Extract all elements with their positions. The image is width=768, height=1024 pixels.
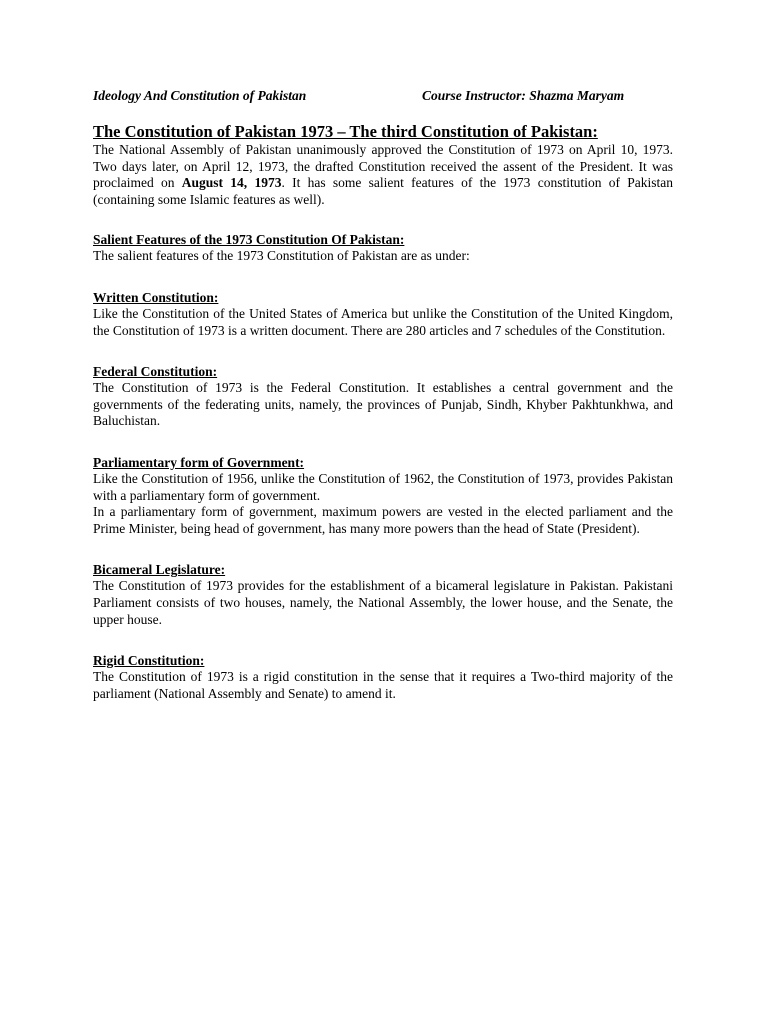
document-content [93,88,673,702]
course-name: Ideology And Constitution of Pakistan [93,88,307,103]
section-heading-federal: Federal Constitution: [93,364,218,380]
salient-features-heading: Salient Features of the 1973 Constitution Of Pakistan: [93,232,405,248]
section-heading-written: Written Constitution: [93,289,219,305]
intro-text-end: . It has some salient features of the 1973 constitution of Pakistan (containing some Islamic features as well). [93,175,673,207]
course-instructor: Course Instructor: Shazma Maryam [422,88,625,103]
section-paragraph-written: Like the Constitution of the United States of America but unlike the Constitution of the United Kingdom, the Constitution of 1973 is a written document. There are 280 articles and 7 schedules of the Constitution. [93,305,673,338]
salient-features-intro: The salient features of the 1973 Constitution of Pakistan are as under: [93,248,470,264]
proclamation-date: August 14, 1973 [181,175,282,191]
section-paragraph-rigid: The Constitution of 1973 is a rigid constitution in the sense that it requires a Two-third majority of the parliament (National Assembly and Senate) to amend it. [93,669,673,701]
intro-paragraph [93,142,673,208]
section-paragraph-parliamentary-2: In a parliamentary form of government, maximum powers are vested in the elected parliament and the Prime Minister, being head of government, has many more powers than the head of State (President). [93,504,673,536]
document-title: The Constitution of Pakistan 1973 – The third Constitution of Pakistan: [93,122,598,141]
section-heading-parliamentary: Parliamentary form of Government: [93,454,305,470]
page-header [93,88,673,106]
section-paragraph-bicameral: The Constitution of 1973 provides for the establishment of a bicameral legislature in Pakistan. Pakistani Parliament consists of two houses, namely, the National Assembly, the lower house, and the Senate, the upper house. [93,578,673,627]
intro-text-start: The National Assembly of Pakistan unanimously approved the Constitution of 1973 on April 10, 1973. Two days later, on April 12, 1973, the drafted Constitution received the assent of the President. It was proclaimed on [93,142,673,191]
section-paragraph-parliamentary: Like the Constitution of 1956, unlike the Constitution of 1962, the Constitution of 1973, provides Pakistan with a parliamentary form of government. [93,470,673,503]
section-paragraph-federal: The Constitution of 1973 is the Federal Constitution. It establishes a central government and the governments of the federating units, namely, the provinces of Punjab, Sindh, Khyber Pakhtunkhwa, and Baluchistan. [93,380,673,429]
section-heading-bicameral: Bicameral Legislature: [93,562,226,578]
section-heading-rigid: Rigid Constitution: [93,653,205,669]
